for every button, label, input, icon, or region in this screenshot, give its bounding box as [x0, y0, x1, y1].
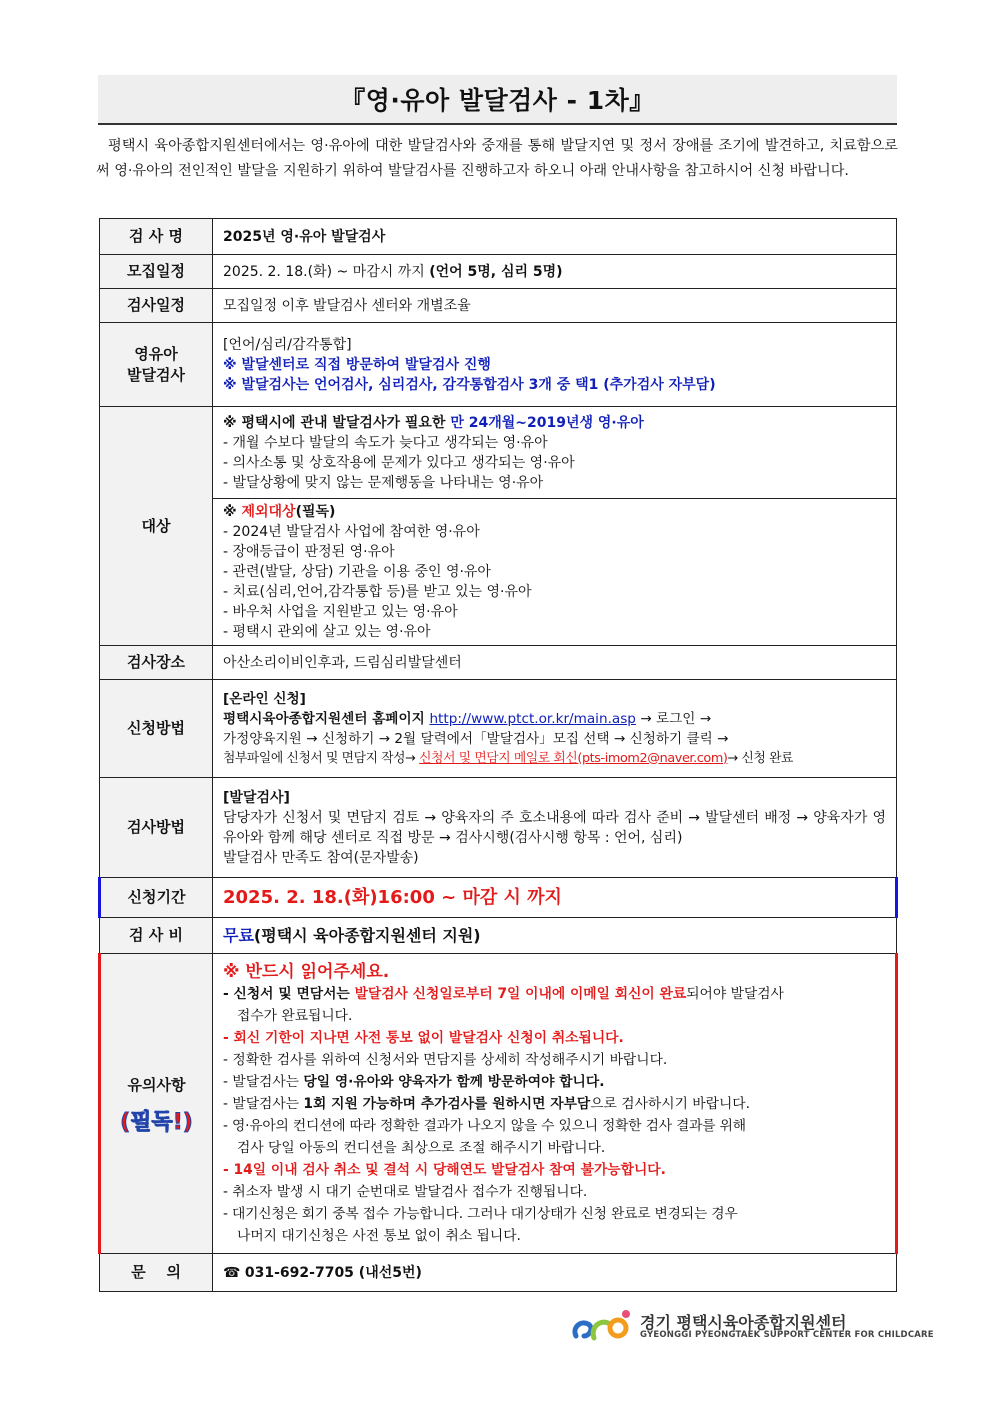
note-4-a: - 발달검사는: [223, 1073, 304, 1090]
note-4: [223, 1071, 885, 1093]
recruit-count: (언어 5명, 심리 5명): [429, 263, 563, 280]
note-5-c: 으로 검사하시기 바랍니다.: [590, 1095, 750, 1112]
label-exam-type-l2: 발달검사: [127, 365, 185, 384]
method-steps: 담당자가 신청서 및 면담지 검토 → 양육자의 주 호소내용에 따라 검사 준비 → 발달센터 배정 → 양육자가 영유아와 함께 해당 센터로 직접 방문 → 검사시행(검사시행 항목 : 언어, 심리): [223, 809, 886, 846]
label-target: 대상: [100, 407, 213, 646]
row-target: [100, 407, 897, 499]
email-reply-link[interactable]: 신청서 및 면담지 메일로 회신(pts-imom2@naver.com): [419, 750, 728, 766]
target-item: - 의사소통 및 상호작용에 문제가 있다고 생각되는 영·유아: [223, 454, 575, 471]
exclusion-must-read: (필독): [295, 504, 336, 520]
exam-type-note-2: ※ 발달검사는 언어검사, 심리검사, 감각통합검사 3개 중 택1 (추가검사 자부담): [223, 376, 716, 393]
apply-step-1: [223, 709, 886, 729]
phone-icon: ☎: [223, 1264, 245, 1281]
apply-homepage-label: 평택시육아종합지원센터 홈페이지: [223, 710, 430, 727]
apply-step-3: [223, 749, 886, 769]
center-logo-english: GYEONGGI PYEONGTAEK SUPPORT CENTER FOR CHILDCARE: [640, 1330, 934, 1340]
note-8: - 취소자 발생 시 대기 순번대로 발달검사 접수가 진행됩니다.: [223, 1183, 588, 1200]
label-contact: 문 의: [100, 1254, 213, 1292]
note-7: - 14일 이내 검사 취소 및 결석 시 당해연도 발달검사 참여 불가능합니다.: [223, 1161, 666, 1178]
label-exam-type: [100, 323, 213, 407]
value-contact: [213, 1254, 897, 1292]
note-1-c: 되어야 발달검사: [686, 985, 784, 1002]
center-logo: [570, 1306, 934, 1346]
value-recruit: [213, 255, 897, 289]
value-place: 아산소리이비인후과, 드림심리발달센터: [213, 646, 897, 680]
label-fee: 검 사 비: [100, 918, 213, 954]
exam-type-note-1: ※ 발달센터로 직접 방문하여 발달검사 진행: [223, 356, 491, 373]
apply-step-2: 가정양육지원 → 신청하기 → 2월 달력에서「발달검사」모집 선택 → 신청하기 클릭 →: [223, 730, 729, 747]
apply-complete-step: → 신청 완료: [727, 750, 794, 766]
title-bar: [98, 75, 897, 125]
label-period: 신청기간: [100, 878, 213, 918]
intro-paragraph: 평택시 육아종합지원센터에서는 영·유아에 대한 발달검사와 중재를 통해 발달지연 및 정서 장애를 조기에 발견하고, 치료함으로써 영·유아의 전인적인 발달을 지원하기 위하여 발달검사를 진행하고자 하오니 아래 안내사항을 참고하시어 신청 바랍니다.: [96, 138, 898, 179]
center-logo-mark-icon: [570, 1306, 636, 1346]
row-apply: [100, 680, 897, 778]
row-place: [100, 646, 897, 680]
row-contact: [100, 1254, 897, 1292]
note-1-a: - 신청서 및 면담서는: [223, 985, 355, 1002]
note-9-cont: 나머지 대기신청은 사전 통보 없이 취소 됩니다.: [237, 1227, 521, 1244]
note-2: - 회신 기한이 지나면 사전 통보 없이 발달검사 신청이 취소됩니다.: [223, 1029, 624, 1046]
apply-attach-step: 첨부파일에 신청서 및 면담지 작성→: [223, 750, 420, 766]
contact-phone[interactable]: 031-692-7705 (내선5번): [244, 1264, 422, 1281]
row-exclusion: [100, 499, 897, 646]
row-period: [100, 878, 897, 918]
center-logo-korean: 경기 평택시육아종합지원센터: [640, 1313, 847, 1332]
row-recruit: [100, 255, 897, 289]
page-title: 『영·유아 발달검사 - 1차』: [340, 86, 655, 115]
exclusion-item: - 관련(발달, 상담) 기관을 이용 중인 영·유아: [223, 564, 491, 580]
note-5-a: - 발달검사는: [223, 1095, 304, 1112]
fee-free: 무료: [223, 925, 254, 945]
value-fee: [213, 918, 897, 954]
label-schedule: 검사일정: [100, 289, 213, 323]
homepage-link[interactable]: http://www.ptct.or.kr/main.asp: [429, 710, 636, 727]
recruit-date: 2025. 2. 18.(화) ~ 마감시 까지: [223, 263, 430, 280]
notes-head: ※ 반드시 읽어주세요.: [223, 961, 390, 982]
label-place: 검사장소: [100, 646, 213, 680]
row-exam-type: [100, 323, 897, 407]
exclusion-mark: ※: [223, 504, 242, 520]
value-exclusion: [213, 499, 897, 646]
label-recruit: 모집일정: [100, 255, 213, 289]
fee-support: (평택시 육아종합지원센터 지원): [253, 925, 481, 945]
info-table: [98, 218, 898, 1292]
label-exam-type-l1: 영유아: [134, 344, 178, 363]
label-apply: 신청방법: [100, 680, 213, 778]
target-age-range: 만 24개월~2019년생 영·유아: [450, 414, 644, 431]
row-notes: [100, 954, 897, 1254]
value-notes: [213, 954, 897, 1254]
notes-label: 유의사항: [127, 1075, 186, 1094]
exclusion-head: [223, 502, 886, 522]
exclusion-item: - 바우처 사업을 지원받고 있는 영·유아: [223, 604, 458, 620]
exclusion-item: - 2024년 발달검사 사업에 참여한 영·유아: [223, 524, 480, 540]
note-4-b: 당일 영·유아와 양육자가 함께 방문하여야 합니다.: [303, 1073, 605, 1090]
label-notes: [100, 954, 213, 1254]
exclusion-item: - 치료(심리,언어,감각통합 등)를 받고 있는 영·유아: [223, 584, 532, 600]
value-exam-type: [213, 323, 897, 407]
exclusion-title: 제외대상: [241, 504, 296, 520]
note-5: [223, 1093, 885, 1115]
value-period: 2025. 2. 18.(화)16:00 ~ 마감 시 까지: [213, 878, 897, 918]
row-schedule: [100, 289, 897, 323]
method-head: [발달검사]: [223, 789, 290, 806]
value-schedule: 모집일정 이후 발달검사 센터와 개별조율: [213, 289, 897, 323]
note-1: [223, 983, 885, 1005]
must-read-tag: (필독!): [120, 1109, 193, 1135]
row-exam-name: [100, 219, 897, 255]
row-fee: [100, 918, 897, 954]
note-6: - 영·유아의 컨디션에 따라 정확한 결과가 나오지 않을 수 있으니 정확한 검사 결과를 위해: [223, 1117, 746, 1134]
target-head: [223, 413, 886, 433]
value-apply: [213, 680, 897, 778]
target-item: - 발달상황에 맞지 않는 문제행동을 나타내는 영·유아: [223, 474, 544, 491]
value-target: [213, 407, 897, 499]
label-method: 검사방법: [100, 778, 213, 878]
note-3: - 정확한 검사를 위하여 신청서와 면담지를 상세히 작성해주시기 바랍니다.: [223, 1051, 668, 1068]
exam-type-categories: [언어/심리/감각통합]: [223, 336, 352, 353]
apply-online-head: [온라인 신청]: [223, 690, 306, 707]
value-exam-name: 2025년 영·유아 발달검사: [213, 219, 897, 255]
exclusion-item: - 평택시 관외에 살고 있는 영·유아: [223, 624, 431, 640]
note-6-cont: 검사 당일 아동의 컨디션을 최상으로 조절 해주시기 바랍니다.: [237, 1139, 606, 1156]
apply-login-step: → 로그인 →: [635, 710, 712, 727]
method-survey: 발달검사 만족도 참여(문자발송): [223, 849, 419, 866]
note-1-cont: 접수가 완료됩니다.: [237, 1007, 353, 1024]
value-method: [213, 778, 897, 878]
note-1-deadline: 발달검사 신청일로부터 7일 이내에 이메일 회신이 완료: [354, 985, 687, 1002]
target-head-text: ※ 평택시에 관내 발달검사가 필요한: [223, 414, 451, 431]
note-5-b: 1회 지원 가능하며 추가검사를 원하시면 자부담: [303, 1095, 591, 1112]
exclusion-item: - 장애등급이 판정된 영·유아: [223, 544, 395, 560]
row-method: [100, 778, 897, 878]
target-item: - 개월 수보다 발달의 속도가 늦다고 생각되는 영·유아: [223, 434, 548, 451]
label-exam-name: 검 사 명: [100, 219, 213, 255]
note-9: - 대기신청은 회기 중복 접수 가능합니다. 그러나 대기상태가 신청 완료로 변경되는 경우: [223, 1205, 738, 1222]
